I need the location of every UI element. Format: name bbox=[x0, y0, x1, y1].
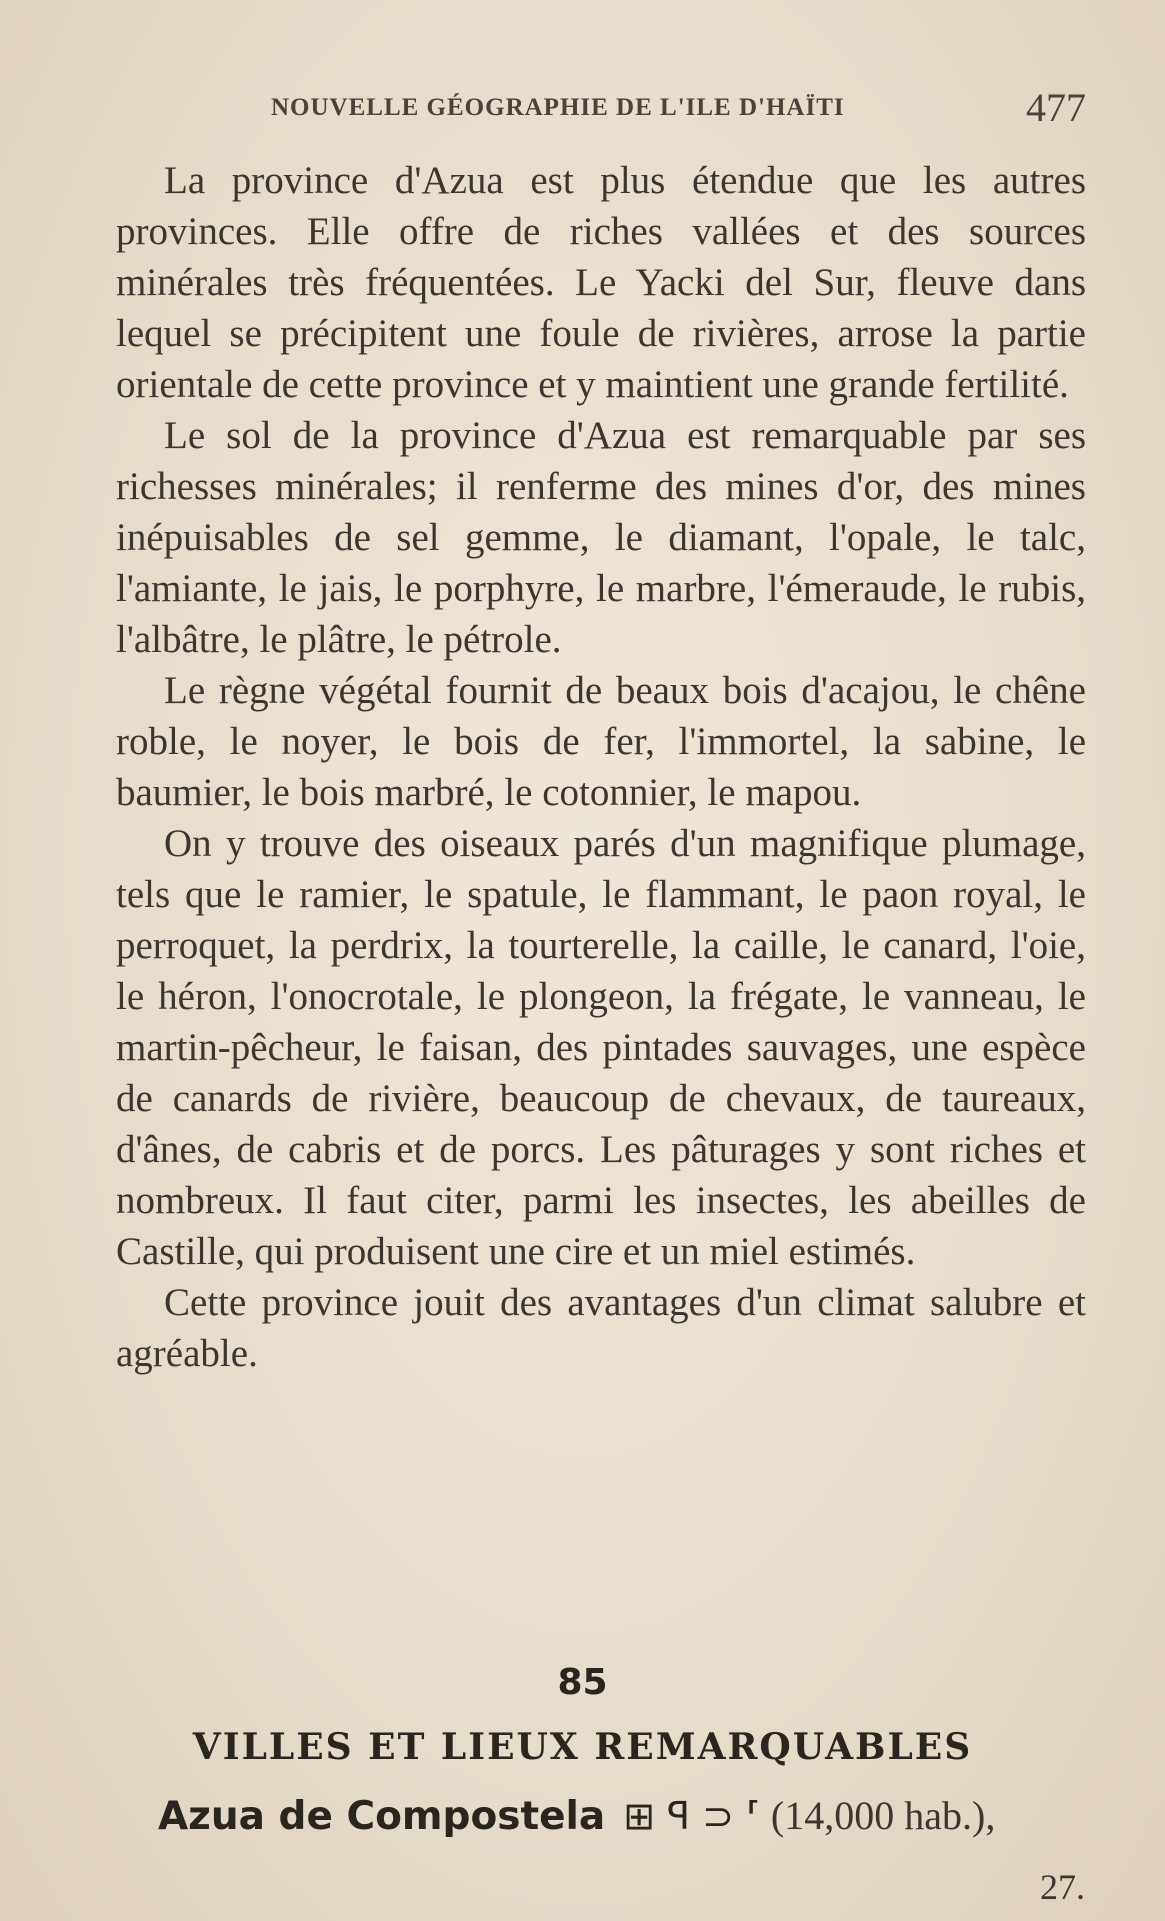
town-population: (14,000 hab.), bbox=[770, 1793, 996, 1838]
body-text bbox=[116, 155, 1086, 1379]
map-symbols-icon: ⊞ ꟼ ⊃ ⸢ bbox=[623, 1794, 761, 1838]
town-name: Azua de Compostela bbox=[158, 1794, 606, 1839]
paragraph-fauna: On y trouve des oiseaux parés d'un magnifique plumage, tels que le ramier, le spatule, le flammant, le paon royal, le perroquet, la perdrix, la tourterelle, la caille, le canard, l'oie, le héron, l'onocrotale, le plongeon, la frégate, le vanneau, le martin-pêcheur, le faisan, des pintades sauvages, une espèce de canards de rivière, beaucoup de chevaux, de taureaux, d'ânes, de cabris et de porcs. Les pâturages y sont riches et nombreux. Il faut citer, parmi les insectes, les abeilles de Castille, qui produisent une cire et un miel estimés. bbox=[116, 822, 1086, 1273]
town-reference: 27. bbox=[1040, 1867, 1085, 1907]
section-title: VILLES ET LIEUX REMARQUABLES bbox=[192, 1726, 973, 1768]
town-entry bbox=[158, 1792, 1088, 1839]
paragraph-minerals: Le sol de la province d'Azua est remarquable par ses richesses minérales; il renferme des mines d'or, des mines inépuisables de sel gemme, le diamant, l'opale, le talc, l'amiante, le jais, le porphyre, le marbre, l'émeraude, le rubis, l'albâtre, le plâtre, le pétrole. bbox=[116, 414, 1086, 661]
paragraph-climate: Cette province jouit des avantages d'un climat salubre et agréable. bbox=[116, 1281, 1086, 1375]
page-number: 477 bbox=[1026, 85, 1086, 130]
section-number: 85 bbox=[557, 1662, 608, 1703]
page-header bbox=[116, 84, 1086, 144]
paragraph-azua-extent: La province d'Azua est plus étendue que les autres provinces. Elle offre de riches vallées et des sources minérales très fréquentées. Le Yacki del Sur, fleuve dans lequel se précipitent une foule de rivières, arrose la partie orientale de cette province et y maintient une grande fertilité. bbox=[116, 159, 1086, 406]
running-title: NOUVELLE GÉOGRAPHIE DE L'ILE D'HAÏTI bbox=[271, 94, 845, 121]
paragraph-vegetation: Le règne végétal fournit de beaux bois d'acajou, le chêne roble, le noyer, le bois de fer, l'immortel, la sabine, le baumier, le bois marbré, le cotonnier, le mapou. bbox=[116, 669, 1086, 814]
